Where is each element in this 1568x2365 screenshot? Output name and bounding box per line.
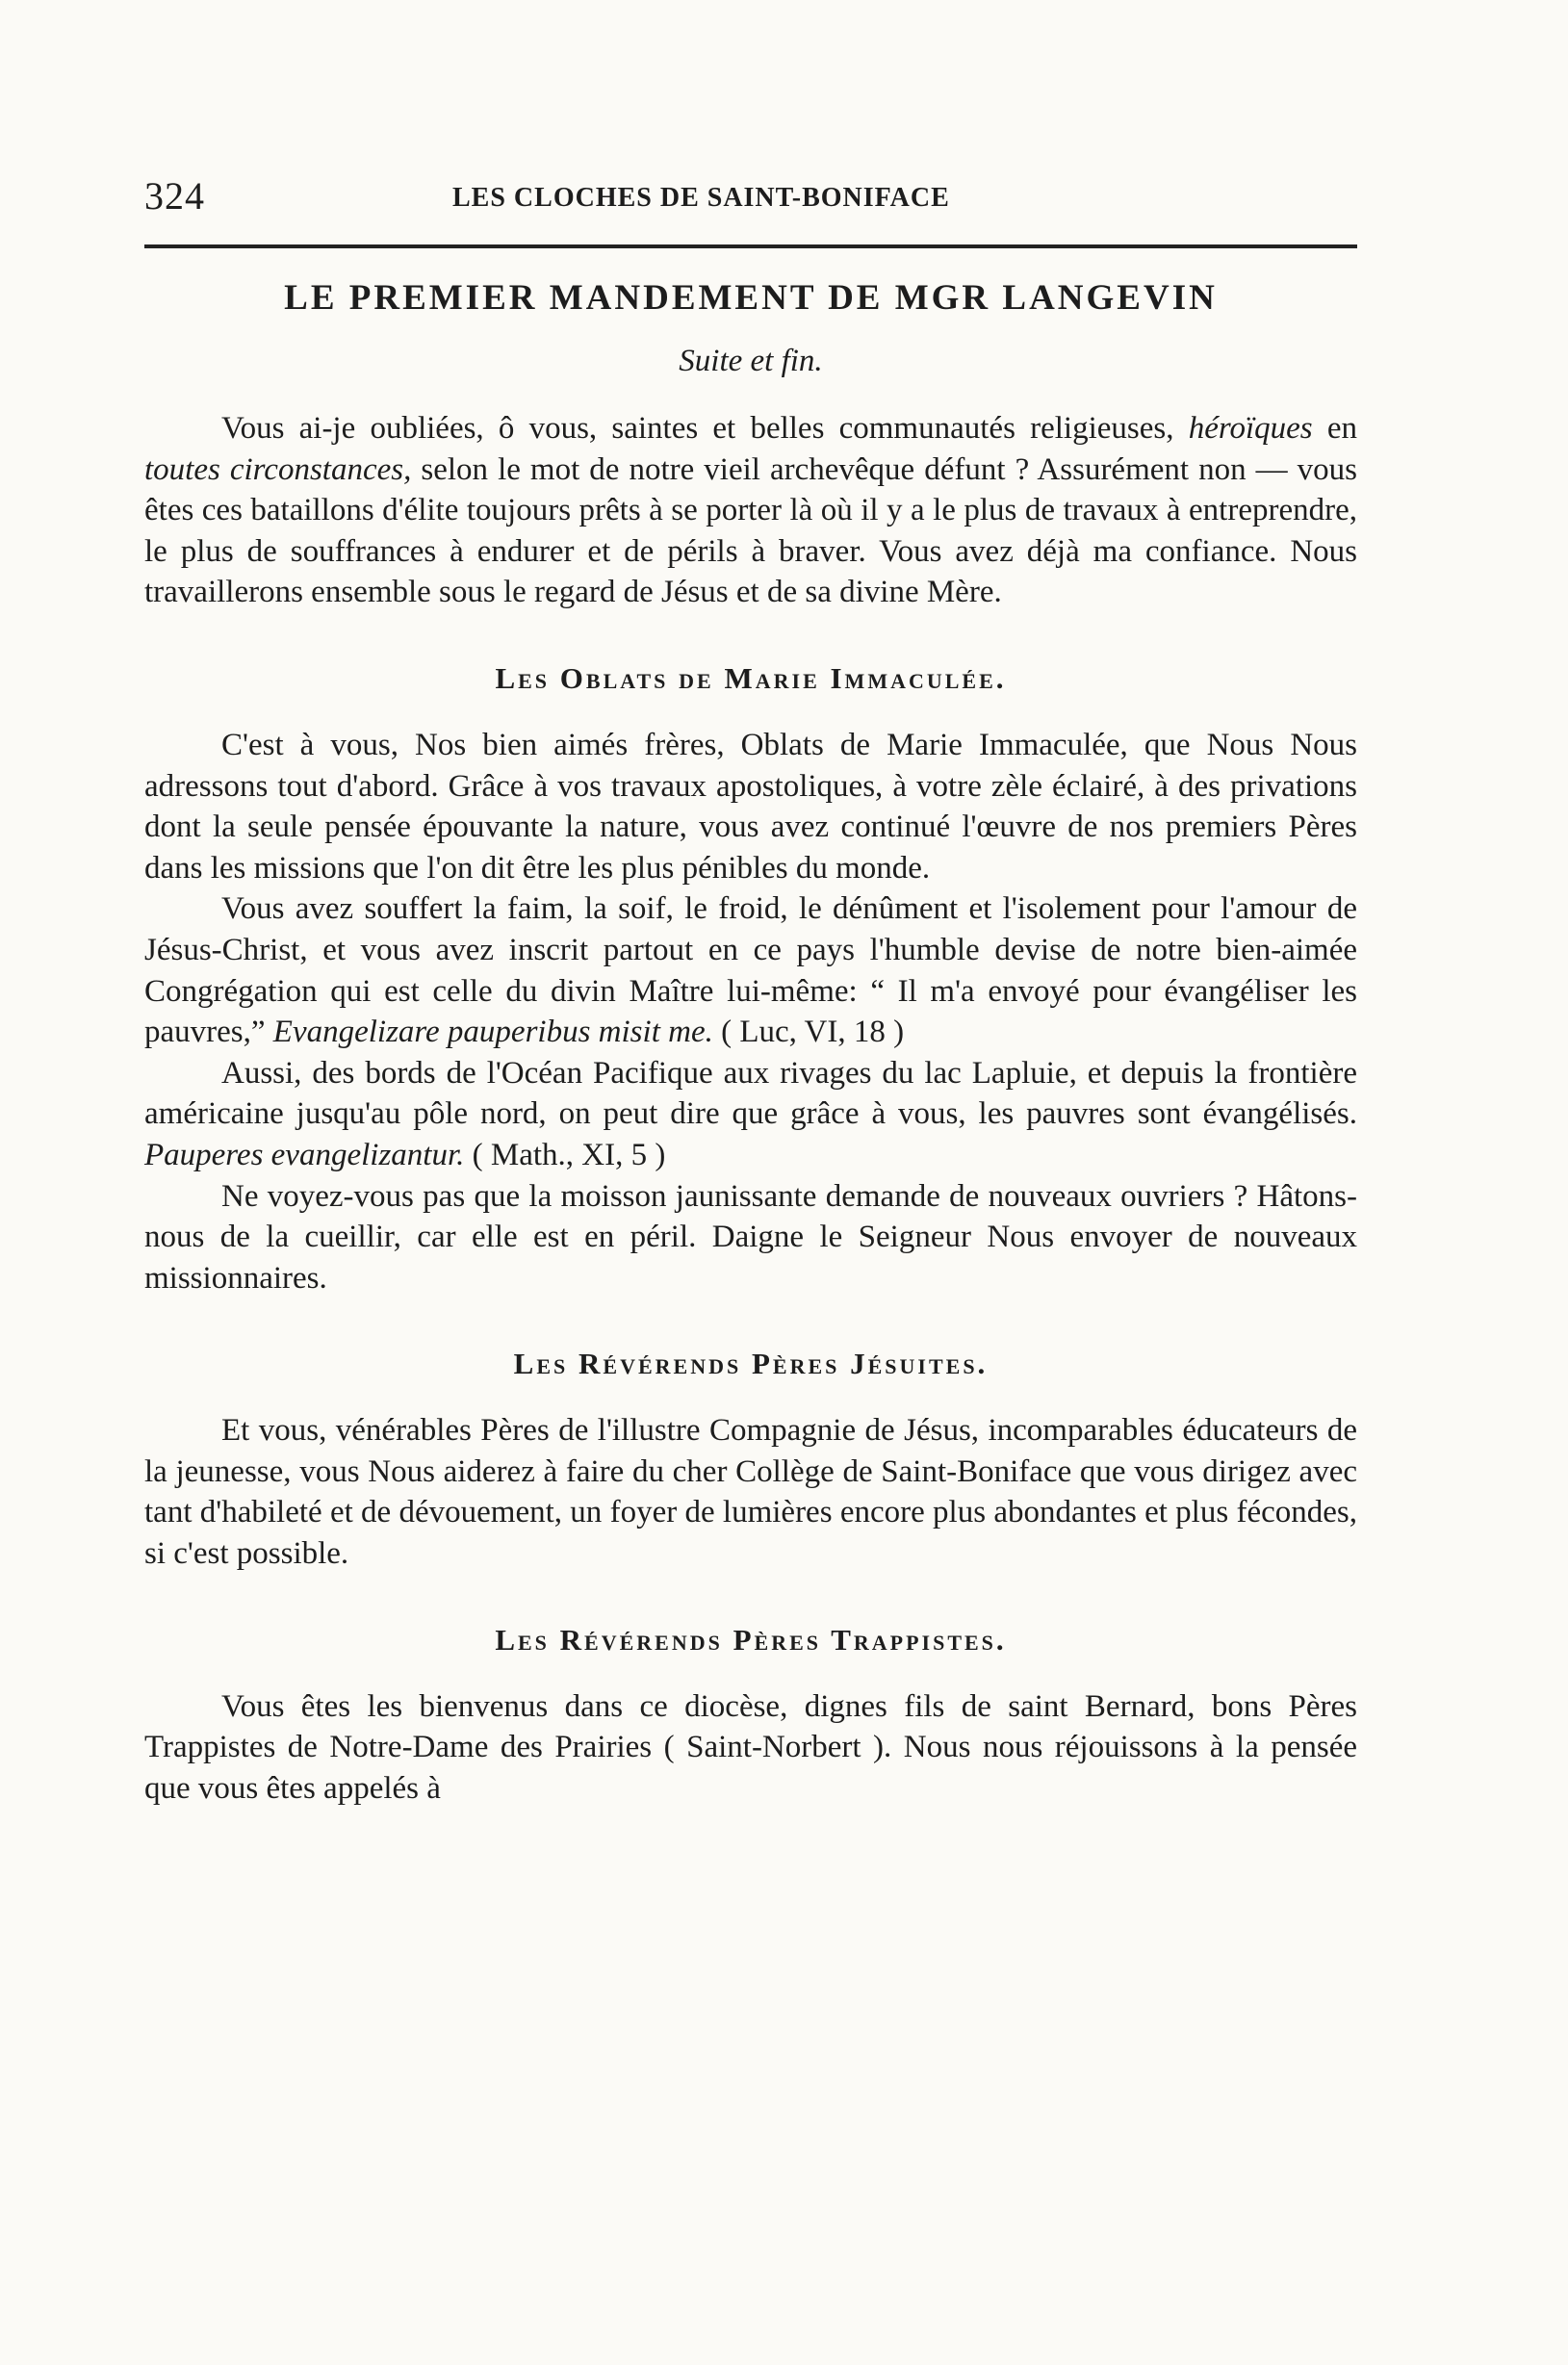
oblats-paragraph-3: Aussi, des bords de l'Océan Pacifique aux rivages du lac Lapluie, et depuis la frontière américaine jusqu'au pôle nord, on peut dire que grâce à vous, les pauvres sont évangélisés. Pauperes evangelizantur. ( Math., XI, 5 ) [144,1055,1357,1172]
article-subtitle: Suite et fin. [679,344,823,378]
oblats-paragraph-1: C'est à vous, Nos bien aimés frères, Oblats de Marie Immaculée, que Nous Nous adressons tout d'abord. Grâce à vos travaux apostoliques, à votre zèle éclairé, à des privations dont la seule pensée épouvante la nature, vous avez continué l'œuvre de nos premiers Pères dans les missions que l'on dit être les plus pénibles du monde. [144,727,1357,886]
oblats-paragraph-4: Ne voyez-vous pas que la moisson jaunissante demande de nouveaux ouvriers ? Hâtons-nous de la cueillir, car elle est en péril. Daigne le Seigneur Nous envoyer de nouveaux missionnaires. [144,1178,1357,1296]
oblats-paragraph-2: Vous avez souffert la faim, la soif, le froid, le dénûment et l'isolement pour l'amour de Jésus-Christ, et vous avez inscrit partout en ce pays l'humble devise de notre bien-aimée Congrégation qui est celle du divin Maître lui-même: “ Il m'a envoyé pour évangéliser les pauvres,” Evangelizare pauperibus misit me. ( Luc, VI, 18 ) [144,891,1357,1050]
trappistes-paragraph: Vous êtes les bienvenus dans ce diocèse, dignes fils de saint Bernard, bons Pères Trappistes de Notre-Dame des Prairies ( Saint-Norbert ). Nous nous réjouissons à la pensée que vous êtes appelés à [144,1688,1357,1806]
running-title: LES CLOCHES DE SAINT-BONIFACE [452,183,950,213]
header-rule [144,244,1357,248]
section-heading-trappistes: Les Révérends Pères Trappistes. [495,1622,1007,1657]
section-heading-jesuites: Les Révérends Pères Jésuites. [513,1347,989,1381]
page-number: 324 [144,174,205,218]
running-head [144,173,1357,231]
article-title: LE PREMIER MANDEMENT DE MGR LANGEVIN [284,278,1218,318]
section-heading-oblats: Les Oblats de Marie Immaculée. [495,660,1007,695]
page [144,173,1357,1809]
jesuites-paragraph: Et vous, vénérables Pères de l'illustre Compagnie de Jésus, incomparables éducateurs de la jeunesse, vous Nous aiderez à faire du cher Collège de Saint-Boniface que vous dirigez avec tant d'habileté et de dévouement, un foyer de lumières encore plus abondantes et plus fécondes, si c'est possible. [144,1413,1357,1572]
intro-paragraph: Vous ai-je oubliées, ô vous, saintes et belles communautés religieuses, héroïques en toutes circonstances, selon le mot de notre vieil archevêque défunt ? Assurément non — vous êtes ces bataillons d'élite toujours prêts à se porter là où il y a le plus de travaux à entreprendre, le plus de souffrances à endurer et de périls à braver. Vous avez déjà ma confiance. Nous travaillerons ensemble sous le regard de Jésus et de sa divine Mère. [144,411,1357,610]
